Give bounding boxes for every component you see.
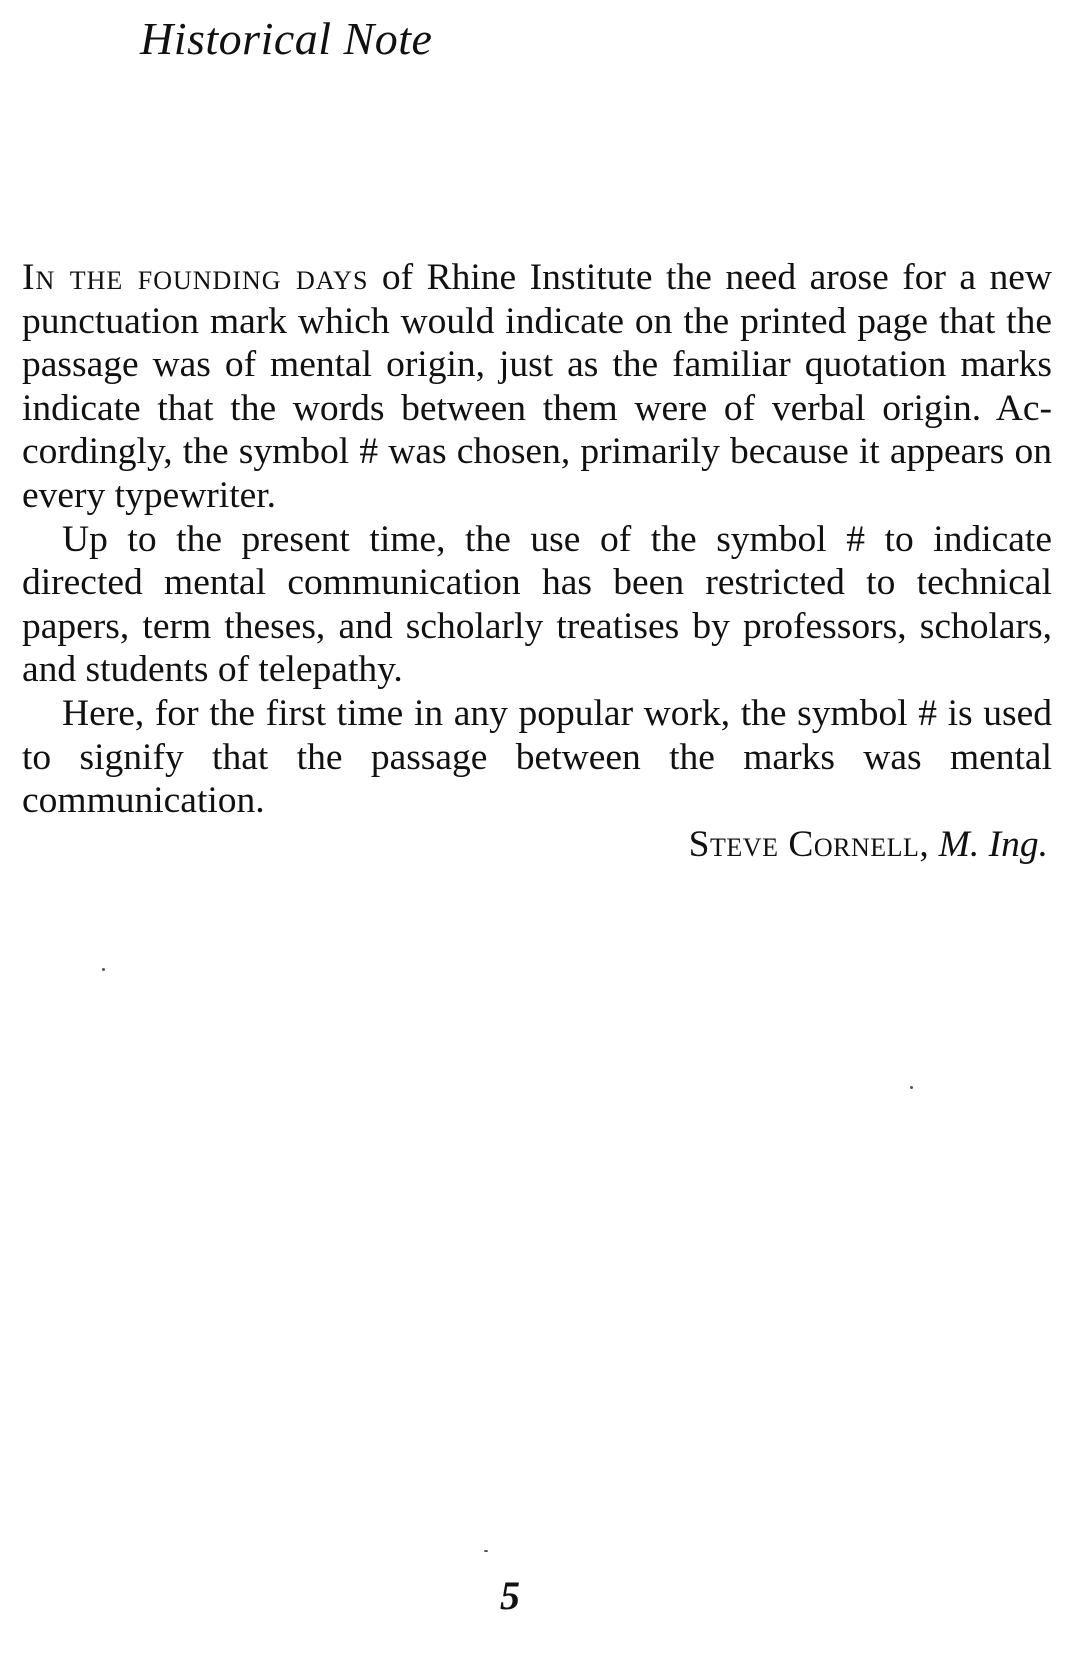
paragraph-1 (22, 256, 1052, 518)
paragraph-2: Up to the present time, the use of the symbol # to indicate directed mental communication has been restricted to technical papers, term theses, and scholarly treatises by professors, scholars, and students of telepathy. (22, 518, 1052, 691)
signature-name: Steve Cornell, (688, 823, 930, 865)
page-number: 5 (500, 1573, 520, 1618)
historical-note-body (22, 256, 1052, 866)
print-speck (484, 1550, 488, 1552)
print-speck (910, 1086, 913, 1089)
page-title: Historical Note (140, 13, 433, 64)
signature-title: M. Ing. (938, 823, 1048, 865)
print-speck (102, 968, 105, 971)
paragraph-1-lead: In the founding days (22, 257, 369, 298)
paragraph-1-text: of Rhine Institute the need arose for a new punctuation mark which would indicate on the printed page that the passage was of mental origin, just as the familiar quotation marks indicate that the words between them were of verbal origin. Accordingly, the symbol # was chosen, primarily because it appears on every typewriter. (22, 257, 1053, 516)
signature (22, 823, 1052, 867)
paragraph-3: Here, for the first time in any popular work, the symbol # is used to signify that the passage between the marks was mental communication. (22, 692, 1052, 822)
